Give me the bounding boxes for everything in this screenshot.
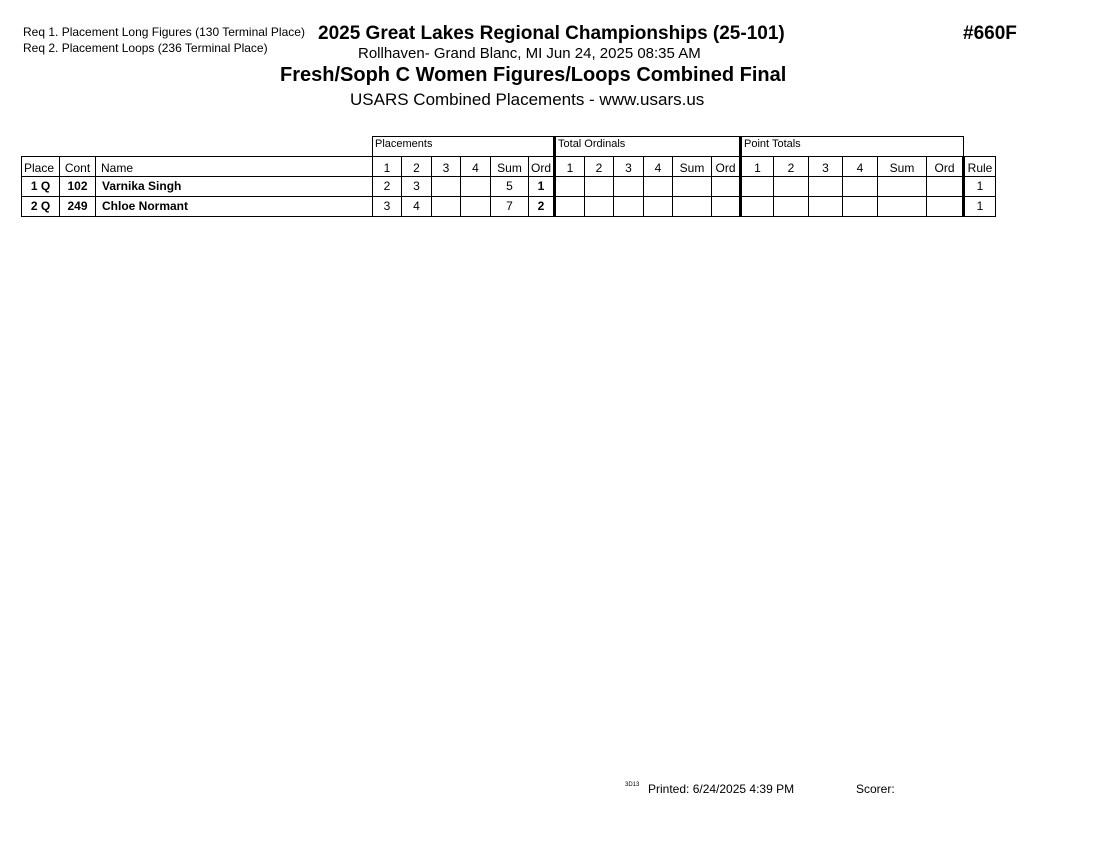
- placement-3-cell: [432, 177, 461, 197]
- placement-2-cell: 4: [402, 197, 432, 217]
- col-ordinal-3: 3: [614, 157, 644, 177]
- col-cont: Cont: [60, 157, 96, 177]
- event-title: 2025 Great Lakes Regional Championships (25-101): [318, 23, 785, 44]
- points-ord-cell: [927, 177, 964, 197]
- placement-3-cell: [432, 197, 461, 217]
- event-subtitle: USARS Combined Placements - www.usars.us: [350, 90, 705, 109]
- requirement-1-text: Placement Long Figures (130 Terminal Place): [61, 25, 305, 39]
- cont-cell: 249: [60, 197, 96, 217]
- col-ordinal-1: 1: [555, 157, 585, 177]
- ordinal-4-cell: [644, 197, 673, 217]
- col-points-2: 2: [774, 157, 809, 177]
- placement-1-cell: 3: [373, 197, 402, 217]
- requirement-2-text: Placement Loops (236 Terminal Place): [61, 41, 268, 55]
- requirement-2: [23, 40, 268, 56]
- col-ordinal-2: 2: [585, 157, 614, 177]
- event-location: Rollhaven- Grand Blanc, MI Jun 24, 2025 08:35 AM: [358, 45, 701, 62]
- ordinal-ord-cell: [712, 197, 741, 217]
- requirement-1-label: Req 1.: [23, 25, 59, 39]
- group-header-row: [22, 137, 996, 157]
- ordinal-2-cell: [585, 197, 614, 217]
- event-name: Fresh/Soph C Women Figures/Loops Combined Final: [280, 64, 787, 86]
- placement-1-cell: 2: [373, 177, 402, 197]
- group-total-ordinals: Total Ordinals: [555, 137, 741, 157]
- name-cell: Varnika Singh: [96, 177, 373, 197]
- points-4-cell: [843, 177, 878, 197]
- ordinal-ord-cell: [712, 177, 741, 197]
- points-3-cell: [809, 177, 843, 197]
- col-ordinal-ord: Ord: [712, 157, 741, 177]
- col-placement-3: 3: [432, 157, 461, 177]
- col-ordinal-sum: Sum: [673, 157, 712, 177]
- name-cell: Chloe Normant: [96, 197, 373, 217]
- rule-cell: 1: [964, 177, 996, 197]
- points-1-cell: [741, 177, 774, 197]
- ordinal-sum-cell: [673, 177, 712, 197]
- table-row: [22, 177, 996, 197]
- points-1-cell: [741, 197, 774, 217]
- footer-printed: Printed: 6/24/2025 4:39 PM: [648, 782, 795, 796]
- ordinal-sum-cell: [673, 197, 712, 217]
- col-placement-2: 2: [402, 157, 432, 177]
- points-sum-cell: [878, 197, 927, 217]
- requirement-1: [23, 24, 305, 40]
- col-points-3: 3: [809, 157, 843, 177]
- col-rule: Rule: [964, 157, 996, 177]
- ordinal-4-cell: [644, 177, 673, 197]
- ordinal-1-cell: [555, 197, 585, 217]
- place-cell: 1 Q: [22, 177, 60, 197]
- placement-sum-cell: 7: [491, 197, 529, 217]
- col-placement-1: 1: [373, 157, 402, 177]
- placement-ord-cell: 1: [529, 177, 555, 197]
- footer-scorer: Scorer:: [856, 782, 895, 796]
- points-ord-cell: [927, 197, 964, 217]
- col-points-sum: Sum: [878, 157, 927, 177]
- column-header-row: [22, 157, 996, 177]
- col-points-1: 1: [741, 157, 774, 177]
- col-points-ord: Ord: [927, 157, 964, 177]
- event-code: #660F: [963, 23, 1017, 44]
- col-name: Name: [96, 157, 373, 177]
- placement-4-cell: [461, 177, 491, 197]
- ordinal-2-cell: [585, 177, 614, 197]
- placement-4-cell: [461, 197, 491, 217]
- place-cell: 2 Q: [22, 197, 60, 217]
- requirement-2-label: Req 2.: [23, 41, 59, 55]
- group-point-totals: Point Totals: [741, 137, 964, 157]
- points-3-cell: [809, 197, 843, 217]
- col-placement-4: 4: [461, 157, 491, 177]
- points-2-cell: [774, 197, 809, 217]
- table-row: [22, 197, 996, 217]
- col-points-4: 4: [843, 157, 878, 177]
- placement-sum-cell: 5: [491, 177, 529, 197]
- placement-2-cell: 3: [402, 177, 432, 197]
- ordinal-3-cell: [614, 197, 644, 217]
- group-placements: Placements: [373, 137, 555, 157]
- col-ordinal-4: 4: [644, 157, 673, 177]
- points-2-cell: [774, 177, 809, 197]
- col-placement-sum: Sum: [491, 157, 529, 177]
- results-table: [21, 136, 996, 217]
- ordinal-1-cell: [555, 177, 585, 197]
- cont-cell: 102: [60, 177, 96, 197]
- col-place: Place: [22, 157, 60, 177]
- ordinal-3-cell: [614, 177, 644, 197]
- footer-code: 3D13: [625, 782, 640, 788]
- rule-cell: 1: [964, 197, 996, 217]
- points-4-cell: [843, 197, 878, 217]
- points-sum-cell: [878, 177, 927, 197]
- col-placement-ord: Ord: [529, 157, 555, 177]
- placement-ord-cell: 2: [529, 197, 555, 217]
